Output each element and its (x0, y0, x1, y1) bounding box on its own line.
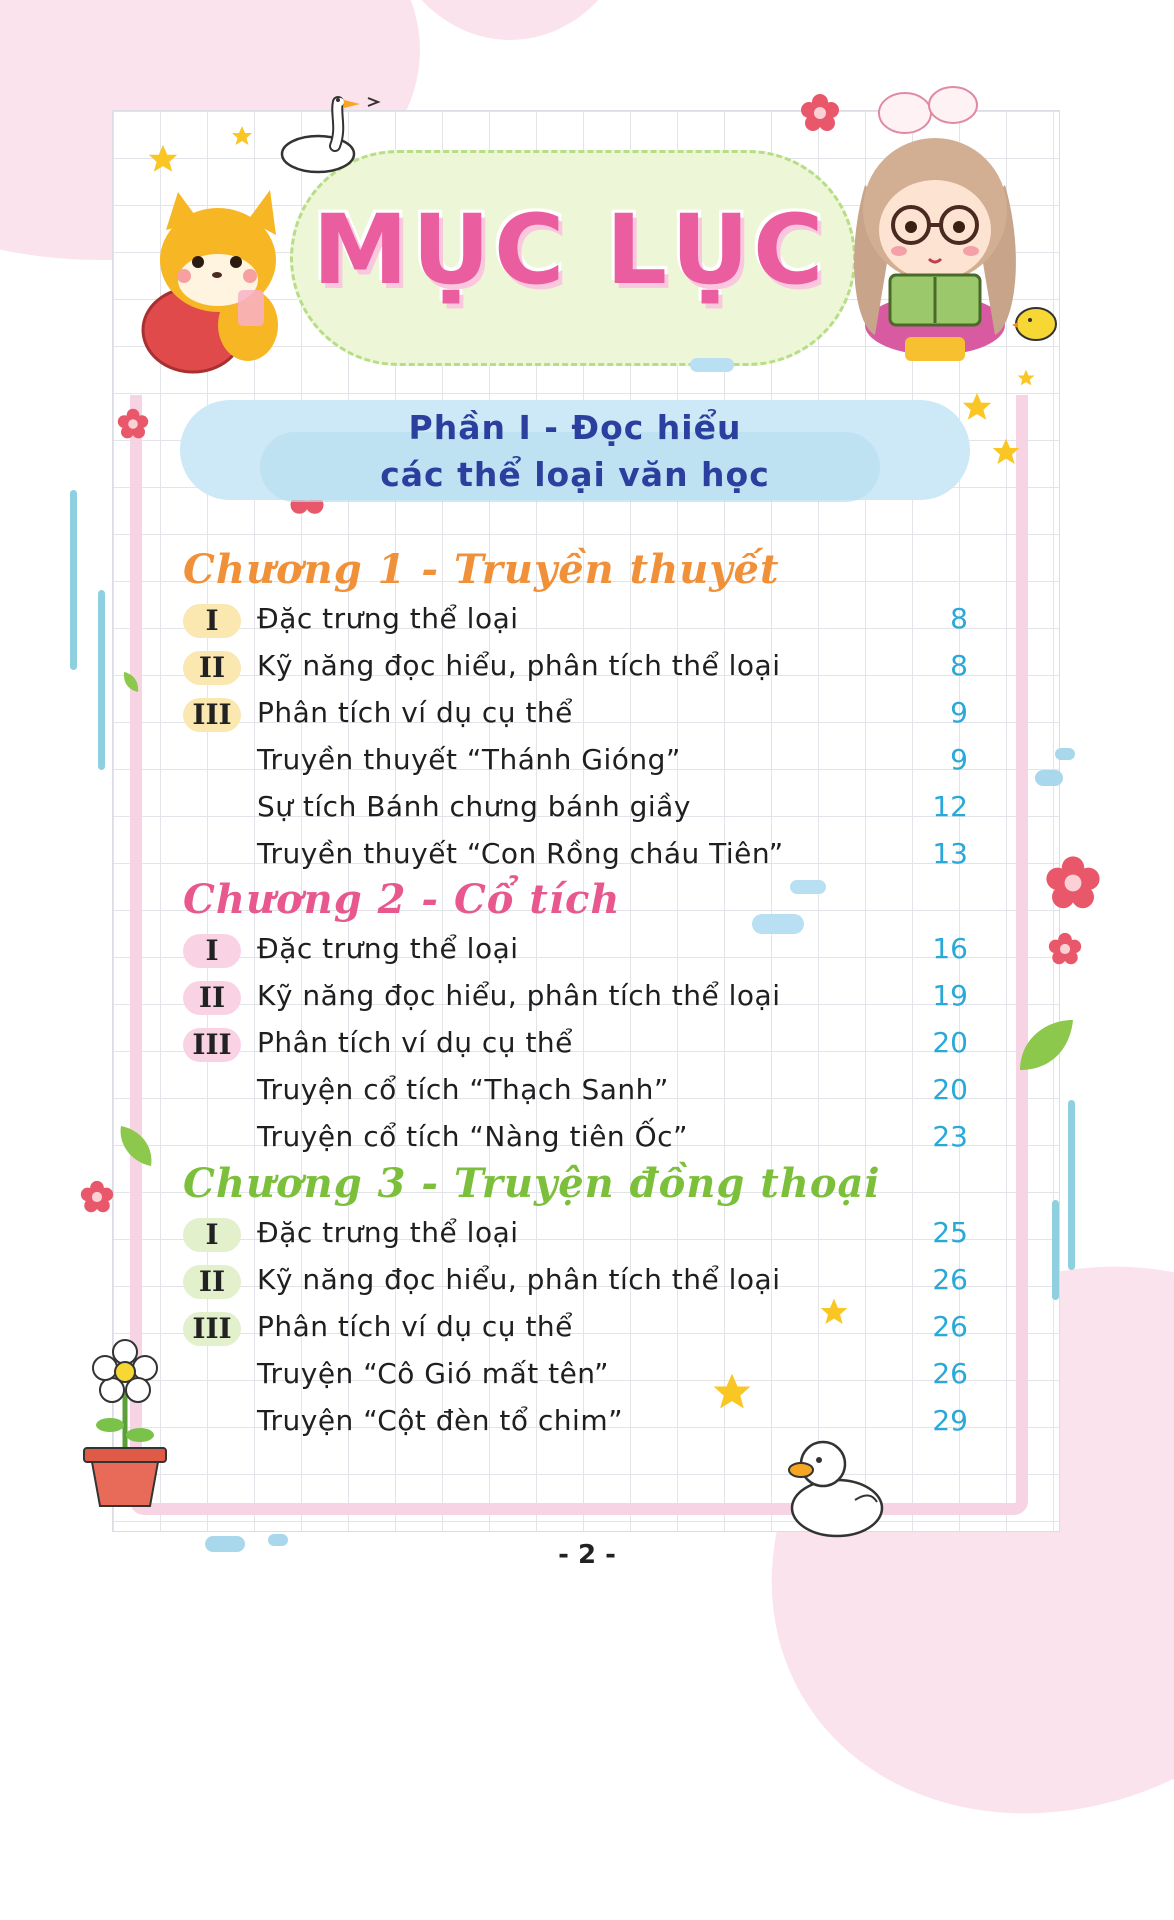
girl-reading-icon (835, 75, 1035, 375)
toc-entry-page: 19 (932, 979, 968, 1012)
blue-dot (790, 880, 826, 894)
chapter-1-heading: Chương 1 - Truyền thuyết (183, 546, 780, 593)
toc-entry[interactable] (183, 788, 968, 832)
flower-icon (80, 1180, 114, 1214)
roman-numeral-badge: I (183, 934, 241, 968)
toc-entry-page: 26 (932, 1357, 968, 1390)
part-title-line1: Phần I - Đọc hiểu (408, 408, 742, 447)
toc-entry-title: Truyền thuyết “Con Rồng cháu Tiên” (257, 837, 784, 870)
chick-icon (1010, 300, 1062, 344)
toc-entry-title: Đặc trưng thể loại (257, 602, 519, 635)
toc-entry-title: Truyện cổ tích “Nàng tiên Ốc” (257, 1120, 689, 1153)
toc-entry-title: Truyện cổ tích “Thạch Sanh” (257, 1073, 669, 1106)
toc-entry-page: 16 (932, 932, 968, 965)
roman-numeral-badge: III (183, 698, 241, 732)
roman-numeral-badge: I (183, 604, 241, 638)
blue-dot (690, 358, 734, 372)
leaf-icon (116, 1122, 156, 1168)
toc-entry-page: 23 (932, 1120, 968, 1153)
roman-numeral-badge: III (183, 1028, 241, 1062)
roman-numeral-badge: II (183, 1265, 241, 1299)
page-number: - 2 - (558, 1540, 616, 1570)
toc-entry-page: 8 (950, 649, 968, 682)
star-icon (1016, 368, 1036, 388)
part-title-line2: các thể loại văn học (380, 455, 770, 494)
toc-entry-title: Kỹ năng đọc hiểu, phân tích thể loại (257, 649, 781, 682)
toc-entry[interactable] (183, 647, 968, 691)
toc-entry[interactable] (183, 741, 968, 785)
toc-entry-title: Phân tích ví dụ cụ thể (257, 1026, 573, 1059)
toc-entry[interactable] (183, 835, 968, 879)
duck-icon (785, 1430, 895, 1540)
blue-line-left-1 (70, 490, 77, 670)
blue-dot (268, 1534, 288, 1546)
toc-entry-title: Kỹ năng đọc hiểu, phân tích thể loại (257, 1263, 781, 1296)
flower-pot-icon (80, 1330, 170, 1510)
toc-entry[interactable] (183, 694, 968, 738)
toc-entry-title: Phân tích ví dụ cụ thể (257, 1310, 573, 1343)
toc-entry[interactable] (183, 977, 968, 1021)
blue-line-left-2 (98, 590, 105, 770)
star-icon (146, 142, 180, 176)
blue-dot (1055, 748, 1075, 760)
toc-entry-title: Đặc trưng thể loại (257, 932, 519, 965)
toc-entry[interactable] (183, 1402, 968, 1446)
star-icon (990, 436, 1022, 468)
roman-numeral-badge: I (183, 1218, 241, 1252)
flower-icon (117, 408, 149, 440)
toc-entry-page: 8 (950, 602, 968, 635)
toc-entry-page: 9 (950, 696, 968, 729)
leaf-icon (122, 670, 140, 694)
toc-entry-title: Sự tích Bánh chưng bánh giầy (257, 790, 691, 823)
blue-line-right-1 (1068, 1100, 1075, 1270)
toc-entry[interactable] (183, 1024, 968, 1068)
toc-entry-title: Phân tích ví dụ cụ thể (257, 696, 573, 729)
toc-entry[interactable] (183, 1355, 968, 1399)
toc-entry[interactable] (183, 1261, 968, 1305)
goose-icon (280, 88, 390, 178)
toc-entry-title: Truyện “Cột đèn tổ chim” (257, 1404, 624, 1437)
toc-entry-page: 29 (932, 1404, 968, 1437)
roman-numeral-badge: II (183, 651, 241, 685)
toc-entry[interactable] (183, 1071, 968, 1115)
toc-entry-page: 20 (932, 1026, 968, 1059)
roman-numeral-badge: II (183, 981, 241, 1015)
chapter-3-heading: Chương 3 - Truyện đồng thoại (183, 1160, 881, 1207)
flower-icon (800, 93, 840, 133)
toc-entry[interactable] (183, 1214, 968, 1258)
toc-entry[interactable] (183, 930, 968, 974)
toc-entry-page: 26 (932, 1263, 968, 1296)
leaf-icon (1015, 1015, 1075, 1075)
toc-entry-page: 9 (950, 743, 968, 776)
toc-entry-page: 26 (932, 1310, 968, 1343)
roman-numeral-badge: III (183, 1312, 241, 1346)
flower-icon (1045, 855, 1101, 911)
star-icon (230, 124, 254, 148)
toc-entry-title: Truyện “Cô Gió mất tên” (257, 1357, 610, 1390)
toc-entry-page: 20 (932, 1073, 968, 1106)
toc-entry-title: Đặc trưng thể loại (257, 1216, 519, 1249)
toc-entry[interactable] (183, 600, 968, 644)
blue-dot (205, 1536, 245, 1552)
toc-entry-page: 13 (932, 837, 968, 870)
toc-entry-page: 25 (932, 1216, 968, 1249)
fox-icon (118, 180, 308, 380)
toc-entry-title: Kỹ năng đọc hiểu, phân tích thể loại (257, 979, 781, 1012)
blue-dot (1035, 770, 1063, 786)
flower-icon (1048, 932, 1082, 966)
toc-entry-page: 12 (932, 790, 968, 823)
toc-entry-title: Truyền thuyết “Thánh Gióng” (257, 743, 681, 776)
blue-line-right-2 (1052, 1200, 1059, 1300)
page-title: MỤC LỤC (312, 194, 828, 306)
toc-entry[interactable] (183, 1308, 968, 1352)
chapter-2-heading: Chương 2 - Cổ tích (183, 876, 621, 923)
toc-entry[interactable] (183, 1118, 968, 1162)
